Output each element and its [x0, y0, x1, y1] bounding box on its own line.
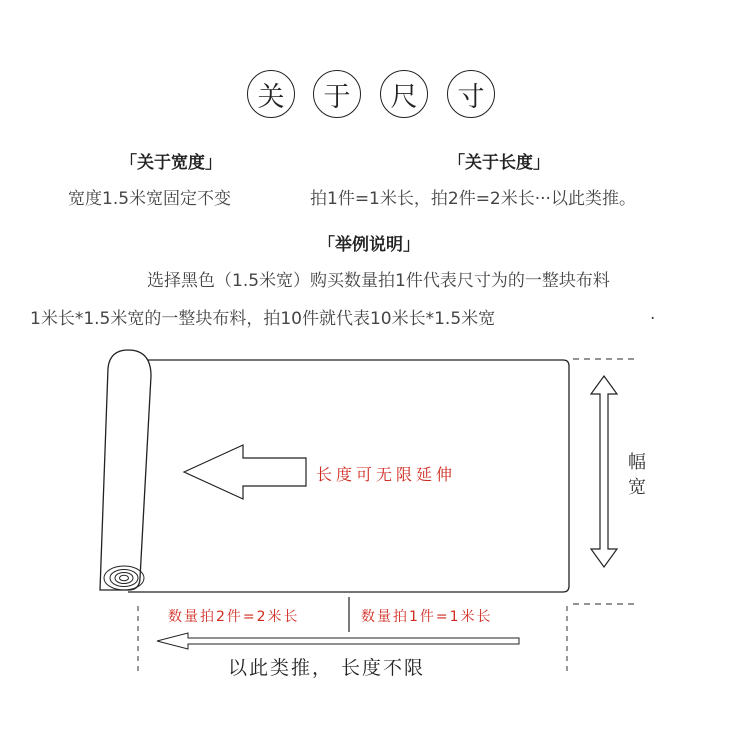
qty-1-label: 数量拍1件=1米长 [361, 609, 493, 625]
example-line-1: 选择黑色（1.5米宽）购买数量拍1件代表尺寸为的一整块布料 [147, 271, 610, 291]
fabric-roll [100, 350, 151, 590]
extend-arrow-label: 长度可无限延伸 [316, 465, 457, 484]
width-heading: 「关于宽度」 [120, 153, 222, 173]
length-text: 拍1件=1米长，拍2件=2米长···以此类推。 [310, 189, 636, 209]
example-heading: 「举例说明」 [318, 235, 420, 255]
qty-2-label: 数量拍2件=2米长 [168, 609, 300, 625]
title-char-3: 尺 [380, 70, 428, 118]
example-line-2: 1米长*1.5米宽的一整块布料，拍10件就代表10米长*1.5米宽 [30, 309, 496, 329]
extend-arrow-icon [184, 445, 306, 499]
width-text: 宽度1.5米宽固定不变 [68, 189, 232, 209]
width-label-2: 宽 [628, 477, 646, 498]
width-double-arrow-icon [591, 376, 617, 567]
example-trailing-dot: . [650, 304, 656, 324]
width-label-1: 幅 [628, 452, 646, 473]
bottom-caption: 以此类推， 长度不限 [228, 657, 426, 679]
title-char-2: 于 [313, 70, 361, 118]
title-char-1: 关 [247, 70, 295, 118]
length-heading: 「关于长度」 [448, 153, 550, 173]
title-char-4: 寸 [447, 70, 495, 118]
bottom-long-arrow-icon [157, 633, 519, 649]
